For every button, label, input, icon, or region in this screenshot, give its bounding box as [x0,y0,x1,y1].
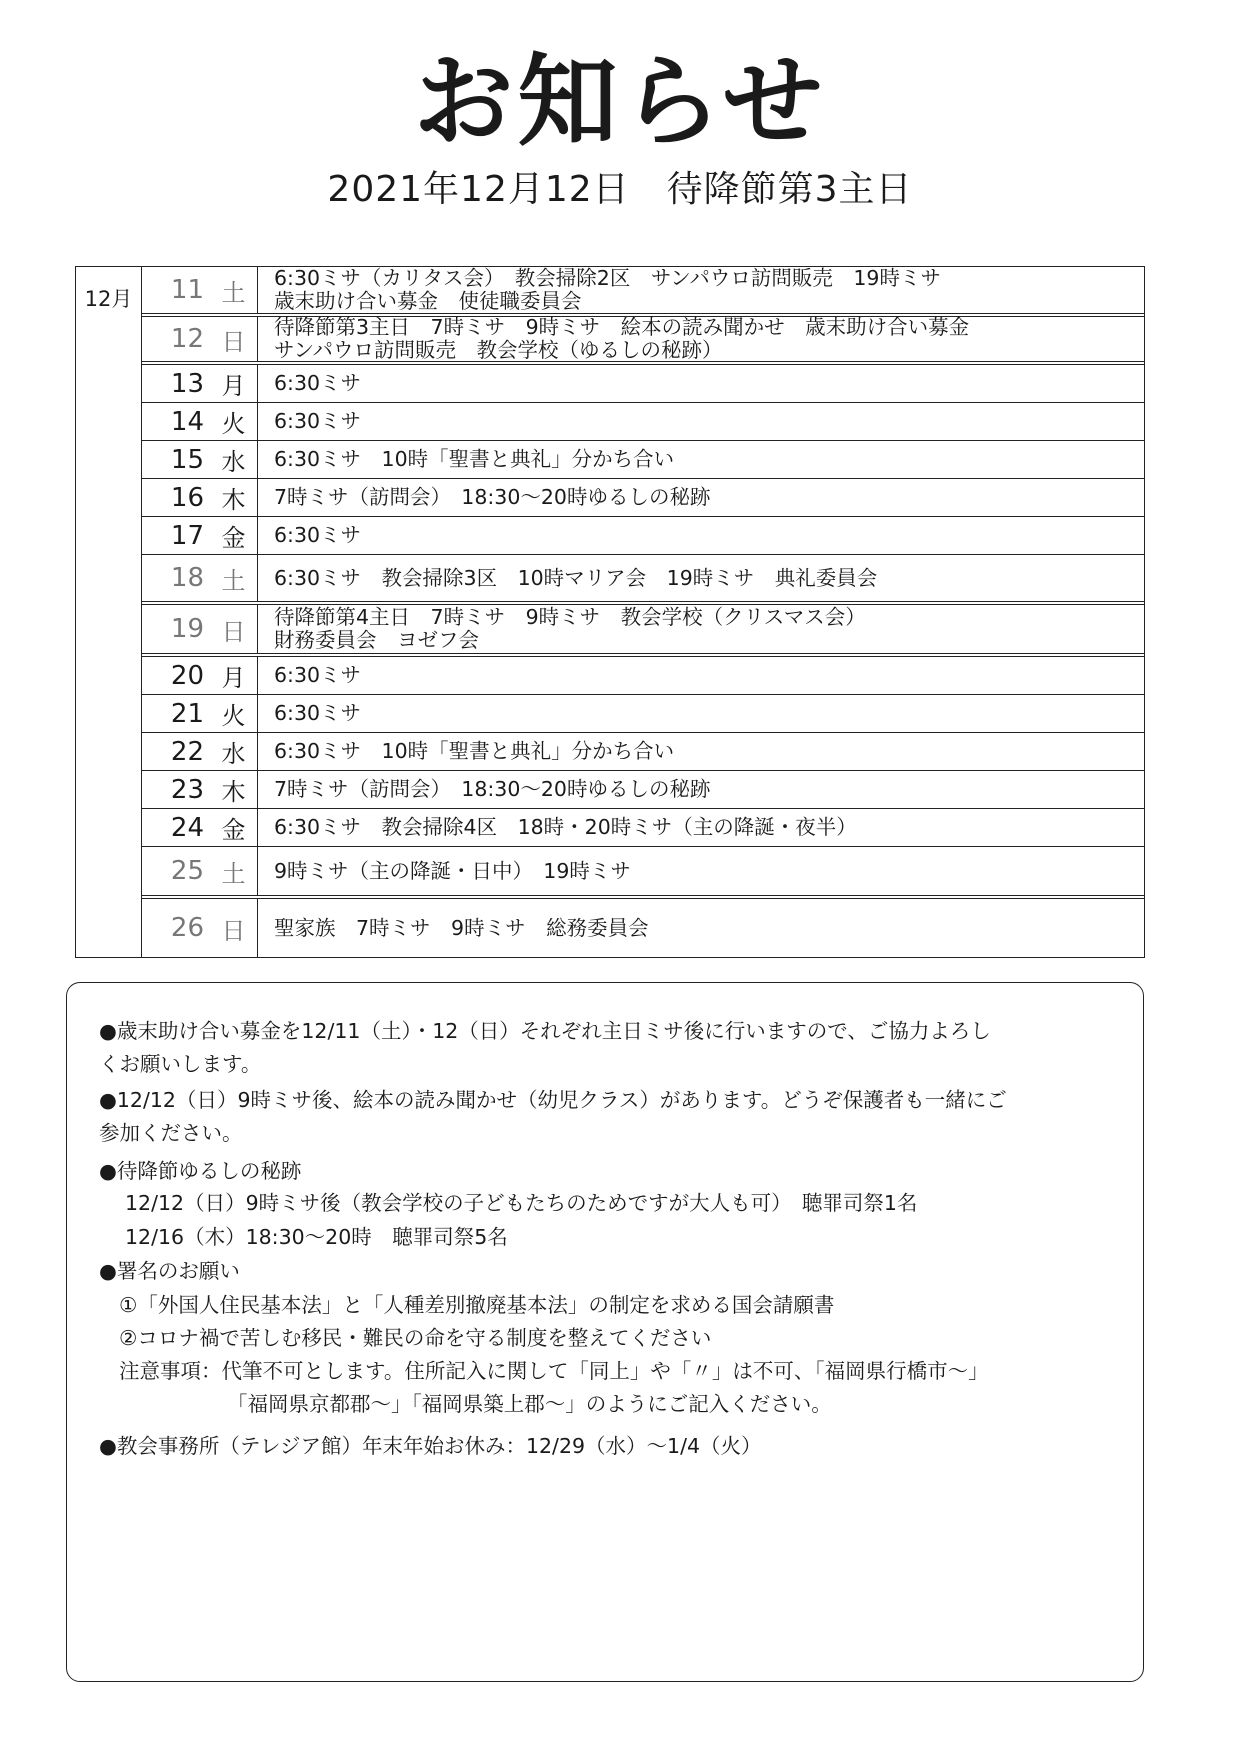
notice-line: ●歳末助け合い募金を12/11（土）・12（日）それぞれ主日ミサ後に行いますので、ご協力よろし [99,1019,991,1043]
day-number: 25 [170,856,204,886]
weekday: 月 [210,365,258,402]
event-text [274,771,1140,808]
event-line: 財務委員会 ヨゼフ会 [274,628,479,652]
event-line: 6:30ミサ [274,409,362,434]
weekday: 日 [210,317,258,361]
notice-line: ①「外国人住民基本法」と「人種差別撤廃基本法」の制定を求める国会請願書 [119,1293,835,1317]
day-number: 13 [170,368,204,399]
event-text [274,657,1140,694]
event-line: 9時ミサ（主の降誕・日中） 19時ミサ [274,858,631,883]
day-number: 14 [170,406,204,437]
event-text [274,733,1140,770]
day-number: 20 [170,660,204,691]
weekday: 金 [210,809,258,846]
schedule-row [142,441,1144,479]
schedule-row [142,733,1144,771]
event-line: 6:30ミサ 10時「聖書と典礼」分かち合い [274,447,675,472]
event-line: 聖家族 7時ミサ 9時ミサ 総務委員会 [274,915,649,940]
notice-line: ●署名のお願い [99,1259,240,1283]
event-text [274,317,1140,361]
day-number: 24 [170,812,204,843]
event-text [274,403,1140,440]
weekday: 月 [210,657,258,694]
notice-line: 「福岡県京都郡～」「福岡県築上郡～」のようにご記入ください。 [227,1392,832,1416]
schedule-row [142,403,1144,441]
notices-box [66,982,1144,1682]
schedule-row [142,847,1144,899]
schedule-table [75,266,1145,958]
schedule-row [142,657,1144,695]
event-line: 6:30ミサ（カリタス会） 教会掃除2区 サンパウロ訪問販売 19時ミサ [274,266,941,291]
weekday: 日 [210,605,258,653]
notice-line: ②コロナ禍で苦しむ移民・難民の命を守る制度を整えてください [119,1326,712,1350]
day-number: 23 [170,774,204,805]
schedule-row [142,267,1144,317]
event-text [274,555,1140,601]
event-text [274,479,1140,516]
event-text [274,847,1140,895]
schedule-row [142,771,1144,809]
weekday: 火 [210,695,258,732]
weekday: 日 [210,899,258,957]
notice-line: 参加ください。 [99,1121,243,1145]
notice-line: くお願いします。 [99,1052,262,1076]
event-text [274,365,1140,402]
date-subtitle: 2021年12月12日 待降節第3主日 [327,169,913,210]
schedule-row [142,555,1144,605]
event-text [274,267,1140,313]
event-line: 6:30ミサ [274,371,362,396]
schedule-row [142,479,1144,517]
event-text [274,695,1140,732]
event-line: 6:30ミサ 教会掃除3区 10時マリア会 19時ミサ 典礼委員会 [274,565,878,590]
event-line: 6:30ミサ 10時「聖書と典礼」分かち合い [274,739,675,764]
day-number: 26 [170,913,204,943]
day-number: 17 [170,520,204,551]
day-number: 22 [170,736,204,767]
notice-line: ●教会事務所（テレジア館）年末年始お休み：12/29（水）～1/4（火） [99,1434,762,1458]
month-label: 12月 [76,267,142,957]
day-number: 18 [170,563,204,593]
weekday: 金 [210,517,258,554]
schedule-row [142,605,1144,657]
weekday: 木 [210,479,258,516]
event-line: 歳末助け合い募金 使徒職委員会 [274,289,582,313]
event-text [274,441,1140,478]
day-number: 21 [170,698,204,729]
weekday: 水 [210,733,258,770]
event-line: 待降節第3主日 7時ミサ 9時ミサ 絵本の読み聞かせ 歳末助け合い募金 [274,315,970,340]
schedule-row [142,809,1144,847]
notice-line: ●12/12（日）9時ミサ後、絵本の読み聞かせ（幼児クラス）があります。どうぞ保護者も一緒にご [99,1088,1007,1112]
weekday: 火 [210,403,258,440]
schedule-row [142,317,1144,365]
event-line: 7時ミサ（訪問会） 18:30～20時ゆるしの秘跡 [274,485,711,510]
event-line: サンパウロ訪問販売 教会学校（ゆるしの秘跡） [274,338,723,362]
event-line: 6:30ミサ [274,663,362,688]
weekday: 水 [210,441,258,478]
notice-line: 12/12（日）9時ミサ後（教会学校の子どもたちのためですが大人も可） 聴罪司祭1名 [125,1191,918,1215]
event-line: 6:30ミサ [274,701,362,726]
event-line: 6:30ミサ [274,523,362,548]
event-text [274,899,1140,957]
day-number: 15 [170,444,204,475]
schedule-row [142,899,1144,957]
schedule-row [142,365,1144,403]
notice-line: 12/16（木）18:30～20時 聴罪司祭5名 [125,1225,508,1249]
day-number: 16 [170,482,204,513]
event-line: 7時ミサ（訪問会） 18:30～20時ゆるしの秘跡 [274,777,711,802]
weekday: 土 [210,267,258,313]
event-text [274,517,1140,554]
day-number: 11 [170,275,204,305]
schedule-row [142,695,1144,733]
schedule-row [142,517,1144,555]
weekday: 土 [210,555,258,601]
event-line: 待降節第4主日 7時ミサ 9時ミサ 教会学校（クリスマス会） [274,605,866,630]
weekday: 土 [210,847,258,895]
weekday: 木 [210,771,258,808]
day-number: 12 [170,324,204,354]
notice-line: ●待降節ゆるしの秘跡 [99,1159,302,1183]
event-text [274,809,1140,846]
notice-line: 注意事項：代筆不可とします。住所記入に関して「同上」や「〃」は不可、「福岡県行橋市～」 [119,1359,989,1383]
event-text [274,605,1140,653]
page-title: お知らせ [413,43,827,160]
day-number: 19 [170,614,204,644]
event-line: 6:30ミサ 教会掃除4区 18時・20時ミサ（主の降誕・夜半） [274,815,857,840]
